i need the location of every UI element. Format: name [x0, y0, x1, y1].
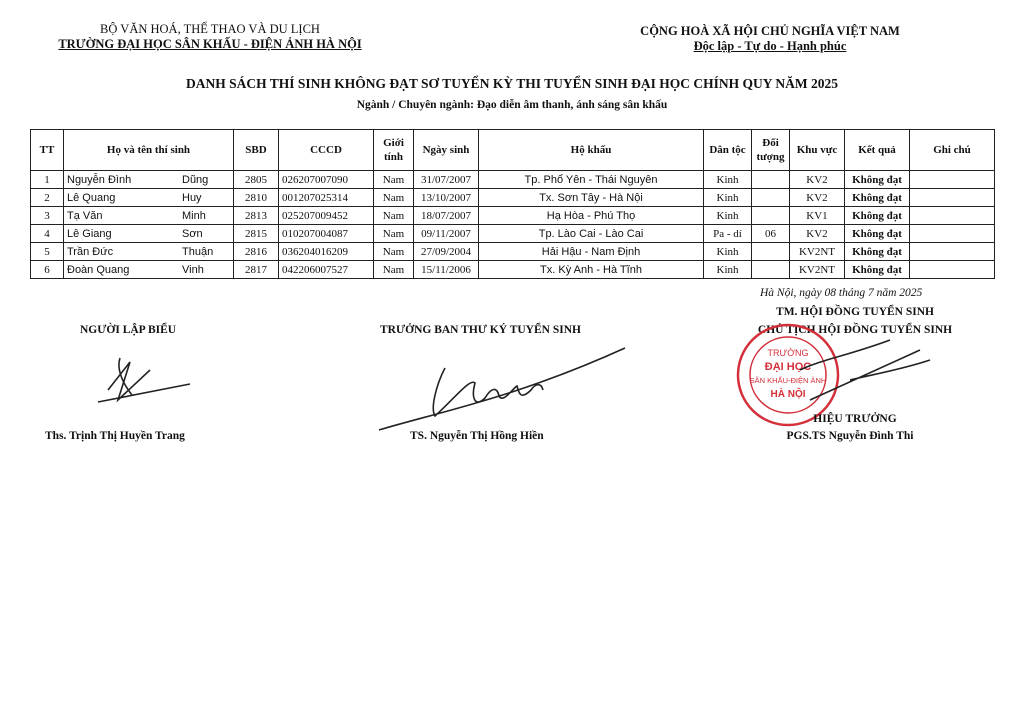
cell-note: [910, 207, 995, 225]
cell-result: Không đạt: [845, 207, 910, 225]
cell-region: KV2NT: [790, 261, 845, 279]
cell-residence: Hải Hậu - Nam Định: [479, 243, 704, 261]
cell-name: [64, 207, 234, 225]
table-row: [31, 261, 995, 279]
name-first: Sơn: [182, 227, 203, 240]
preparer-signature: [90, 350, 200, 420]
cell-tt: 3: [31, 207, 64, 225]
col-residence: Hộ khẩu: [479, 130, 704, 171]
cell-residence: Tp. Phổ Yên - Thái Nguyên: [479, 171, 704, 189]
cell-region: KV2: [790, 171, 845, 189]
cell-tt: 5: [31, 243, 64, 261]
name-last: Lê Quang: [67, 191, 116, 204]
cell-tt: 6: [31, 261, 64, 279]
table-row: [31, 171, 995, 189]
cell-dob: 18/07/2007: [414, 207, 479, 225]
cell-residence: Tp. Lào Cai - Lào Cai: [479, 225, 704, 243]
cell-ethnicity: Kinh: [704, 261, 752, 279]
cell-gender: Nam: [374, 171, 414, 189]
chair-signature: [760, 330, 960, 420]
stamp-line-2: ĐẠI HỌC: [764, 361, 812, 373]
col-gender: [374, 130, 414, 171]
cell-residence: Tx. Sơn Tây - Hà Nội: [479, 189, 704, 207]
cell-result: Không đạt: [845, 261, 910, 279]
secretary-name: TS. Nguyễn Thị Hồng Hiền: [410, 430, 544, 442]
cell-name: [64, 171, 234, 189]
stamp-line-1: TRƯỜNG: [767, 348, 809, 358]
cell-ethnicity: Pa - dí: [704, 225, 752, 243]
cell-cccd: 010207004087: [279, 225, 374, 243]
name-last: Nguyễn Đình: [67, 173, 132, 186]
ministry-name: BỘ VĂN HOÁ, THỂ THAO VÀ DU LỊCH: [100, 22, 320, 36]
cell-ethnicity: Kinh: [704, 207, 752, 225]
col-gender-line2: tính: [384, 151, 403, 163]
cell-note: [910, 189, 995, 207]
cell-name: [64, 261, 234, 279]
table-row: [31, 225, 995, 243]
cell-cccd: 042206007527: [279, 261, 374, 279]
country-name: CỘNG HOÀ XÃ HỘI CHỦ NGHĨA VIỆT NAM: [640, 24, 900, 38]
col-priority-line2: tượng: [756, 151, 785, 163]
col-dob: Ngày sinh: [414, 130, 479, 171]
col-cccd: CCCD: [279, 130, 374, 171]
national-motto: Độc lập - Tự do - Hạnh phúc: [693, 39, 847, 53]
name-last: Tạ Văn: [67, 209, 103, 222]
stamp-line-4: HÀ NỘI: [770, 389, 806, 400]
table-row: [31, 207, 995, 225]
cell-dob: 31/07/2007: [414, 171, 479, 189]
name-last: Đoàn Quang: [67, 263, 130, 276]
name-first: Thuận: [182, 245, 214, 258]
date-line: Hà Nội, ngày 08 tháng 7 năm 2025: [760, 287, 923, 299]
cell-priority: [752, 243, 790, 261]
cell-sbd: 2817: [234, 261, 279, 279]
cell-name: [64, 243, 234, 261]
cell-sbd: 2816: [234, 243, 279, 261]
cell-sbd: 2815: [234, 225, 279, 243]
cell-region: KV2NT: [790, 243, 845, 261]
cell-residence: Hạ Hòa - Phú Thọ: [479, 207, 704, 225]
council-name: PGS.TS Nguyễn Đình Thi: [786, 430, 914, 442]
header-left: [40, 22, 380, 52]
cell-sbd: 2810: [234, 189, 279, 207]
preparer-title: NGƯỜI LẬP BIỂU: [80, 324, 177, 336]
cell-priority: [752, 207, 790, 225]
cell-gender: Nam: [374, 207, 414, 225]
cell-tt: 2: [31, 189, 64, 207]
col-gender-line1: Giới: [383, 137, 404, 149]
secretary-signature: [375, 338, 635, 433]
secretary-title: TRƯỞNG BAN THƯ KÝ TUYỂN SINH: [380, 324, 581, 336]
cell-note: [910, 261, 995, 279]
cell-sbd: 2805: [234, 171, 279, 189]
name-last: Lê Giang: [67, 227, 112, 240]
col-region: Khu vực: [790, 130, 845, 171]
cell-note: [910, 225, 995, 243]
candidate-table: [30, 129, 995, 279]
document-title: DANH SÁCH THÍ SINH KHÔNG ĐẠT SƠ TUYỂN KỲ THI TUYỂN SINH ĐẠI HỌC CHÍNH QUY NĂM 2025: [186, 76, 838, 91]
name-first: Minh: [182, 209, 206, 222]
cell-dob: 27/09/2004: [414, 243, 479, 261]
council-role: HIỆU TRƯỞNG: [813, 413, 897, 425]
cell-tt: 4: [31, 225, 64, 243]
cell-dob: 09/11/2007: [414, 225, 479, 243]
cell-region: KV2: [790, 225, 845, 243]
name-first: Dũng: [182, 173, 209, 186]
cell-dob: 13/10/2007: [414, 189, 479, 207]
cell-residence: Tx. Kỳ Anh - Hà Tĩnh: [479, 261, 704, 279]
cell-sbd: 2813: [234, 207, 279, 225]
col-sbd: SBD: [234, 130, 279, 171]
col-tt: TT: [31, 130, 64, 171]
col-priority: [752, 130, 790, 171]
cell-ethnicity: Kinh: [704, 171, 752, 189]
cell-region: KV1: [790, 207, 845, 225]
cell-name: [64, 189, 234, 207]
cell-ethnicity: Kinh: [704, 243, 752, 261]
name-last: Trần Đức: [67, 245, 114, 258]
cell-priority: [752, 189, 790, 207]
document-subtitle: Ngành / Chuyên ngành: Đạo diễn âm thanh, ánh sáng sân khấu: [356, 99, 668, 111]
table-row: [31, 189, 995, 207]
cell-tt: 1: [31, 171, 64, 189]
cell-cccd: 001207025314: [279, 189, 374, 207]
cell-ethnicity: Kinh: [704, 189, 752, 207]
cell-cccd: 025207009452: [279, 207, 374, 225]
header-right: [630, 24, 910, 54]
cell-priority: [752, 171, 790, 189]
cell-cccd: 026207007090: [279, 171, 374, 189]
table-header-row: [31, 130, 995, 171]
cell-gender: Nam: [374, 225, 414, 243]
council-title-2: CHỦ TỊCH HỘI ĐỒNG TUYỂN SINH: [757, 324, 953, 336]
cell-result: Không đạt: [845, 171, 910, 189]
cell-gender: Nam: [374, 189, 414, 207]
cell-result: Không đạt: [845, 225, 910, 243]
cell-region: KV2: [790, 189, 845, 207]
cell-name: [64, 225, 234, 243]
cell-note: [910, 243, 995, 261]
council-title-1: TM. HỘI ĐỒNG TUYỂN SINH: [776, 306, 934, 318]
col-ethnicity: Dân tộc: [704, 130, 752, 171]
col-note: Ghi chú: [910, 130, 995, 171]
cell-dob: 15/11/2006: [414, 261, 479, 279]
cell-gender: Nam: [374, 261, 414, 279]
cell-priority: [752, 261, 790, 279]
cell-note: [910, 171, 995, 189]
name-first: Vinh: [182, 263, 204, 276]
cell-priority: 06: [752, 225, 790, 243]
table-row: [31, 243, 995, 261]
col-priority-line1: Đối: [762, 137, 779, 149]
cell-gender: Nam: [374, 243, 414, 261]
col-result: Kết quả: [845, 130, 910, 171]
school-name: TRƯỜNG ĐẠI HỌC SÂN KHẤU - ĐIỆN ẢNH HÀ NỘI: [58, 37, 362, 51]
cell-result: Không đạt: [845, 243, 910, 261]
preparer-name: Ths. Trịnh Thị Huyền Trang: [45, 430, 185, 442]
stamp-line-3: SÂN KHẤU-ĐIỆN ẢNH: [749, 376, 827, 385]
cell-cccd: 036204016209: [279, 243, 374, 261]
col-name: Họ và tên thí sinh: [64, 130, 234, 171]
cell-result: Không đạt: [845, 189, 910, 207]
name-first: Huy: [182, 191, 202, 204]
